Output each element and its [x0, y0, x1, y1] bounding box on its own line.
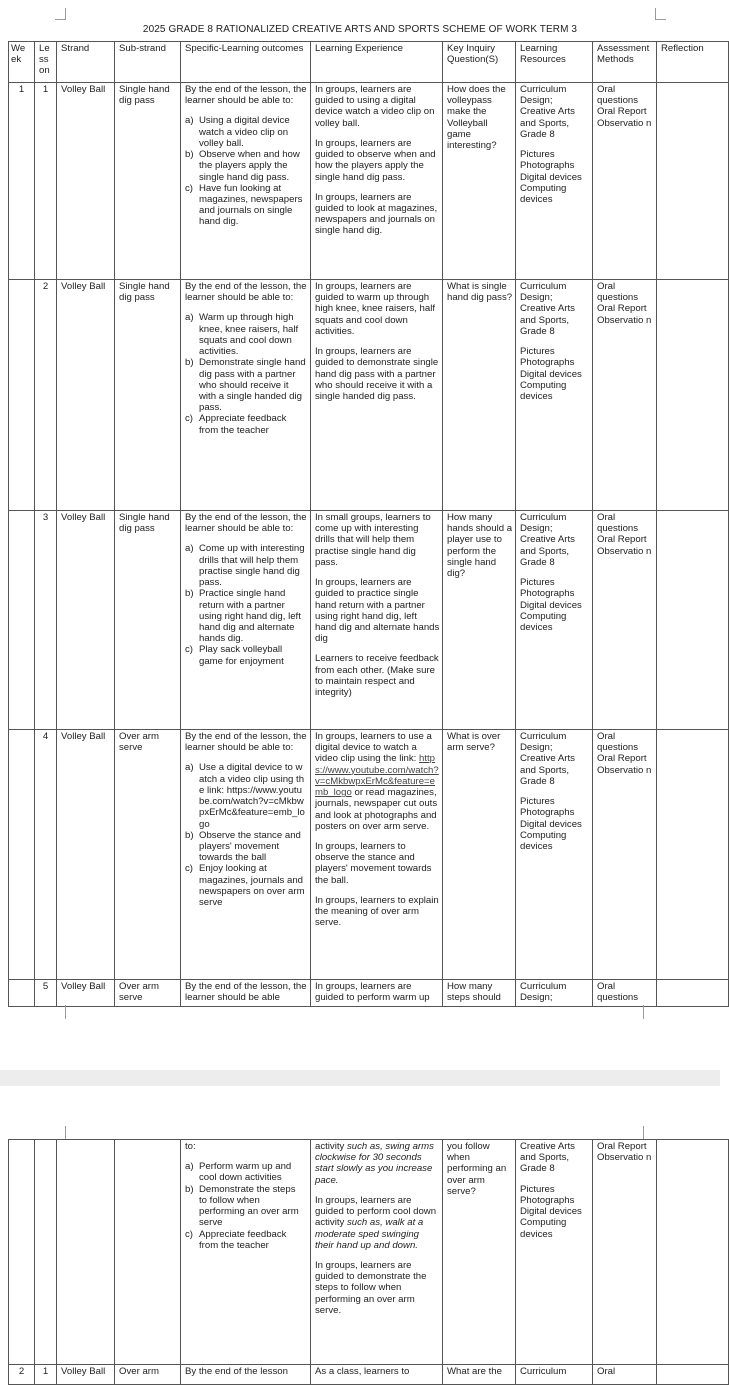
crop-mark-bottom-left [55, 1005, 66, 1019]
video-link[interactable]: https://www.youtube.com/watch?v=cMkbwpxErMc&feature=emb_logo [315, 753, 439, 799]
assessment-cell: Oral questions Oral Report Observatio n [593, 280, 657, 511]
lesson-cell: 2 [35, 280, 57, 511]
outcomes-intro: By the end of the lesson, the learner should be able to: [185, 731, 307, 754]
crop-mark-top-right [643, 1126, 654, 1140]
week-cell [9, 1140, 35, 1365]
experience-paragraph [315, 1141, 440, 1186]
strand-cell: Volley Ball [57, 511, 115, 730]
reflection-cell [657, 1140, 729, 1365]
list-item: c) Play sack volleyball game for enjoyment [185, 644, 284, 667]
experience-text: In groups, learners are guided to perform cool down activity [315, 1194, 437, 1229]
week-cell [9, 980, 35, 1007]
substrand-cell: Single hand dig pass [115, 280, 181, 511]
experience-paragraph [315, 1195, 440, 1251]
resources-materials: Pictures Photographs Digital devices Computing devices [520, 1183, 582, 1240]
lesson-cell: 1 [35, 83, 57, 280]
resources-cell [516, 83, 593, 280]
resources-cell [516, 511, 593, 730]
reflection-cell [657, 1365, 729, 1385]
strand-cell: Volley Ball [57, 83, 115, 280]
substrand-cell: Over arm serve [115, 730, 181, 980]
strand-cell: Volley Ball [57, 980, 115, 1007]
week-cell: 1 [9, 83, 35, 280]
inquiry-cell: How does the volleypass make the Volleyball game interesting? [443, 83, 516, 280]
outcomes-intro: By the end of the lesson, the learner should be able to: [185, 512, 307, 535]
experience-cell: In groups, learners are guided to perform warm up [311, 980, 443, 1007]
resources-curriculum: Creative Arts and Sports, Grade 8 [520, 1141, 575, 1175]
list-item: b) Demonstrate single hand dig pass with a partner who should receive it with a single handed dig pass. [185, 357, 306, 414]
experience-text: activity [315, 1141, 345, 1152]
outcomes-cell [181, 730, 311, 980]
substrand-cell: Over arm serve [115, 980, 181, 1007]
list-item: a) Warm up through high knee, knee raisers, half squats and cool down activities. [185, 312, 299, 358]
outcomes-cell [181, 1140, 311, 1365]
outcomes-cell [181, 280, 311, 511]
header-experience: Learning Experience [311, 42, 443, 83]
list-item: a) Perform warm up and cool down activities [185, 1161, 292, 1184]
outcomes-cell [181, 511, 311, 730]
crop-mark-bottom-right [643, 1005, 654, 1019]
page-gap [0, 1070, 720, 1086]
resources-curriculum: Curriculum Design; Creative Arts and Sports, Grade 8 [520, 281, 575, 337]
outcomes-cell [181, 83, 311, 280]
experience-paragraph: In small groups, learners to come up with interesting drills that will help them practise single hand dig pass. [315, 512, 431, 568]
crop-mark-top-left [55, 8, 66, 20]
resources-materials: Pictures Photographs Digital devices Computing devices [520, 577, 582, 633]
strand-cell [57, 1140, 115, 1365]
resources-materials: Pictures Photographs Digital devices Computing devices [520, 149, 582, 205]
list-item: c) Enjoy looking at magazines, journals and newspapers on over arm serve [185, 863, 305, 909]
list-item: b) Demonstrate the steps to follow when performing an over arm serve [185, 1183, 299, 1229]
scheme-table [8, 41, 729, 1007]
resources-materials: Pictures Photographs Digital devices Computing devices [520, 796, 582, 852]
document-page-2 [0, 1086, 720, 1377]
list-item: c) Appreciate feedback from the teacher [185, 1228, 287, 1251]
header-resources: Learning Resources [516, 42, 593, 83]
experience-cell [311, 511, 443, 730]
experience-cell: As a class, learners to [311, 1365, 443, 1385]
list-item: b) Observe when and how the players apply the single hand dig pass. [185, 149, 300, 183]
experience-paragraph: In groups, learners are guided to demonstrate single hand dig pass with a partner who should receive it with a single handed dig pass. [315, 346, 439, 402]
outcomes-cell: By the end of the lesson [181, 1365, 311, 1385]
week-cell: 2 [9, 1365, 35, 1385]
reflection-cell [657, 980, 729, 1007]
table-row [9, 83, 729, 280]
list-item: c) Have fun looking at magazines, newspapers and journals on single hand dig. [185, 182, 303, 228]
resources-curriculum: Curriculum Design; Creative Arts and Sports, Grade 8 [520, 84, 575, 140]
strand-cell: Volley Ball [57, 280, 115, 511]
inquiry-cell: How many hands should a player use to perform the single hand dig? [443, 511, 516, 730]
resources-cell [516, 280, 593, 511]
list-item: b) Practice single hand return with a partner using right hand dig, left hand dig and alternate hands dig. [185, 588, 301, 645]
strand-cell: Volley Ball [57, 1365, 115, 1385]
assessment-cell: Oral questions Oral Report Observatio n [593, 83, 657, 280]
inquiry-cell: What are the [443, 1365, 516, 1385]
inquiry-cell: What is single hand dig pass? [443, 280, 516, 511]
resources-cell: Curriculum [516, 1365, 593, 1385]
experience-paragraph: In groups, learners are guided to look at magazines, newspapers and journals on single hand dig. [315, 191, 438, 237]
substrand-cell: Single hand dig pass [115, 83, 181, 280]
substrand-cell: Over arm [115, 1365, 181, 1385]
assessment-cell: Oral Report Observatio n [593, 1140, 657, 1365]
inquiry-cell: How many steps should [443, 980, 516, 1007]
experience-paragraph: In groups, learners are guided to demonstrate the steps to follow when performing an over arm serve. [315, 1259, 427, 1316]
table-row [9, 511, 729, 730]
resources-cell [516, 730, 593, 980]
resources-cell: Curriculum Design; [516, 980, 593, 1007]
experience-example: such as, walk at a moderate sped swinging their hand up and down. [315, 1217, 424, 1251]
experience-cell [311, 83, 443, 280]
experience-paragraph: In groups, learners are guided to observe when and how the players apply the single hand dig pass. [315, 137, 436, 183]
lesson-cell: 1 [35, 1365, 57, 1385]
substrand-cell [115, 1140, 181, 1365]
week-cell [9, 280, 35, 511]
header-strand: Strand [57, 42, 115, 83]
reflection-cell [657, 730, 729, 980]
outcomes-list [185, 762, 308, 908]
list-item: a) Using a digital device watch a video clip on volley ball. [185, 115, 290, 149]
header-reflection: Reflection [657, 42, 729, 83]
list-item: b) Observe the stance and players' movement towards the ball [185, 829, 301, 864]
outcomes-list [185, 312, 308, 435]
assessment-cell: Oral [593, 1365, 657, 1385]
resources-materials: Pictures Photographs Digital devices Computing devices [520, 346, 582, 402]
reflection-cell [657, 511, 729, 730]
lesson-cell: 3 [35, 511, 57, 730]
table-row [9, 1365, 729, 1385]
experience-cell [311, 1140, 443, 1365]
lesson-cell: 5 [35, 980, 57, 1007]
table-row [9, 730, 729, 980]
crop-mark-top-right [655, 8, 666, 20]
outcomes-intro: to: [185, 1141, 196, 1152]
header-lesson: Le ss on [35, 42, 57, 83]
table-row [9, 280, 729, 511]
document-title: 2025 GRADE 8 RATIONALIZED CREATIVE ARTS AND SPORTS SCHEME OF WORK TERM 3 [142, 24, 578, 35]
inquiry-cell: What is over arm serve? [443, 730, 516, 980]
substrand-cell: Single hand dig pass [115, 511, 181, 730]
outcomes-list [185, 543, 308, 666]
table-row [9, 980, 729, 1007]
resources-cell [516, 1140, 593, 1365]
inquiry-cell: you follow when performing an over arm serve? [443, 1140, 516, 1365]
experience-paragraph [315, 731, 440, 832]
reflection-cell [657, 83, 729, 280]
outcomes-list [185, 115, 308, 227]
week-cell [9, 730, 35, 980]
scheme-table-continued [8, 1139, 729, 1385]
resources-curriculum: Curriculum Design; Creative Arts and Sports, Grade 8 [520, 731, 575, 787]
experience-text: or read magazines, journals, newspaper cut outs and look at photographs and posters on over arm serve. [315, 787, 438, 832]
header-assessment: Assessment Methods [593, 42, 657, 83]
header-outcomes: Specific-Learning outcomes [181, 42, 311, 83]
experience-paragraph: In groups, learners to explain the meaning of over arm serve. [315, 894, 439, 929]
strand-cell: Volley Ball [57, 730, 115, 980]
header-week: We ek [9, 42, 35, 83]
assessment-cell: Oral questions Oral Report Observatio n [593, 511, 657, 730]
list-item: a) Use a digital device to watch a video clip using the link: https://www.youtube.com/watch?v=cMkbwpxErMc&feature=emb_logo [185, 762, 305, 830]
week-cell [9, 511, 35, 730]
outcomes-intro: By the end of the lesson, the learner should be able to: [185, 281, 307, 304]
experience-cell [311, 280, 443, 511]
experience-example: such as, swing arms clockwise for 30 seconds start slowly as you increase pace. [315, 1141, 434, 1186]
experience-paragraph: In groups, learners are guided to warm up through high knee, knee raisers, half squats and cool down activities. [315, 281, 435, 337]
outcomes-intro: By the end of the lesson, the learner should be able to: [185, 84, 307, 107]
assessment-cell: Oral questions [593, 980, 657, 1007]
experience-paragraph: In groups, learners are guided to using a digital device watch a video clip on volley ball. [315, 84, 435, 129]
assessment-cell: Oral questions Oral Report Observatio n [593, 730, 657, 980]
experience-paragraph: Learners to receive feedback from each other. (Make sure to maintain respect and integrity) [315, 653, 439, 699]
header-inquiry: Key Inquiry Question(S) [443, 42, 516, 83]
header-substrand: Sub-strand [115, 42, 181, 83]
list-item: a) Come up with interesting drills that will help them practise single hand dig pass. [185, 543, 305, 589]
outcomes-cell: By the end of the lesson, the learner should be able [181, 980, 311, 1007]
experience-text: In groups, learners to use a digital device to watch a video clip using the link: [315, 731, 432, 765]
crop-mark-top-left [55, 1126, 66, 1140]
list-item: c) Appreciate feedback from the teacher [185, 413, 287, 436]
table-header-row [9, 42, 729, 83]
reflection-cell [657, 280, 729, 511]
table-row [9, 1140, 729, 1365]
outcomes-list [185, 1161, 308, 1251]
experience-paragraph: In groups, learners to observe the stance and players' movement towards the ball. [315, 840, 432, 886]
resources-curriculum: Curriculum Design; Creative Arts and Sports, Grade 8 [520, 512, 575, 568]
lesson-cell: 4 [35, 730, 57, 980]
lesson-cell [35, 1140, 57, 1365]
experience-cell [311, 730, 443, 980]
experience-paragraph: In groups, learners are guided to practice single hand return with a partner using right hand dig, left hand dig and alternate hands dig [315, 577, 440, 645]
